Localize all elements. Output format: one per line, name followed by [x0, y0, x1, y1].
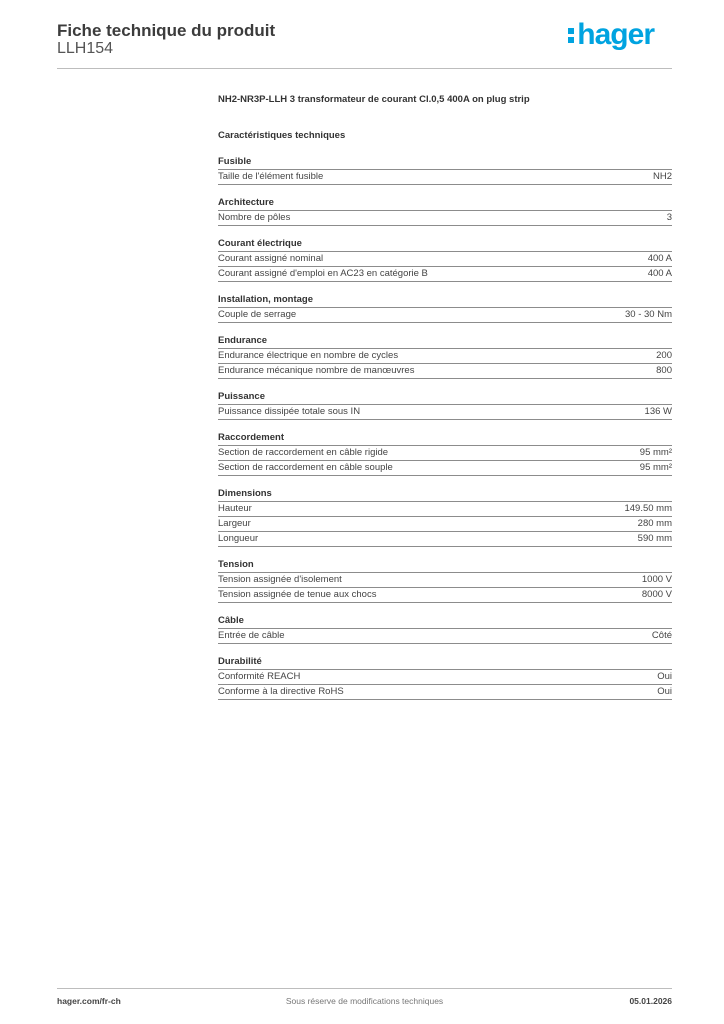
spec-label: Conformité REACH [218, 671, 301, 682]
spec-label: Section de raccordement en câble souple [218, 462, 393, 473]
spec-row [218, 502, 672, 517]
spec-section [218, 615, 672, 644]
spec-value: 8000 V [641, 589, 672, 600]
spec-label: Nombre de pôles [218, 212, 291, 223]
section-title: Endurance [218, 335, 672, 349]
section-title: Fusible [218, 156, 672, 170]
spec-row [218, 532, 672, 547]
document-title: Fiche technique du produit [57, 21, 276, 40]
spec-content [218, 94, 672, 700]
footer-website: hager.com/fr-ch [57, 996, 121, 1006]
spec-row [218, 461, 672, 476]
product-code: LLH154 [57, 40, 114, 57]
spec-value: 30 - 30 Nm [625, 309, 672, 320]
section-title: Raccordement [218, 432, 672, 446]
spec-section [218, 656, 672, 700]
spec-value: Oui [657, 686, 672, 697]
spec-section [218, 156, 672, 185]
section-title: Architecture [218, 197, 672, 211]
section-title: Puissance [218, 391, 672, 405]
spec-value: 400 A [647, 268, 672, 279]
spec-row [218, 446, 672, 461]
page-header [57, 20, 672, 70]
section-title: Câble [218, 615, 672, 629]
section-title: Courant électrique [218, 238, 672, 252]
spec-row [218, 405, 672, 420]
spec-row [218, 211, 672, 226]
spec-row [218, 685, 672, 700]
spec-section [218, 391, 672, 420]
spec-value: 3 [666, 212, 672, 223]
spec-label: Endurance mécanique nombre de manœuvres [218, 365, 415, 376]
spec-row [218, 517, 672, 532]
footer-notice: Sous réserve de modifications techniques [285, 996, 444, 1006]
logo-dots-icon [568, 25, 574, 45]
spec-label: Courant assigné nominal [218, 253, 324, 264]
spec-value: Côté [651, 630, 672, 641]
spec-value: 200 [656, 350, 672, 361]
spec-label: Tension assignée d'isolement [218, 574, 342, 585]
spec-value: NH2 [652, 171, 672, 182]
spec-row [218, 364, 672, 379]
spec-row [218, 252, 672, 267]
spec-value: 95 mm² [639, 447, 672, 458]
spec-label: Taille de l'élément fusible [218, 171, 324, 182]
hager-logo [568, 20, 654, 50]
spec-value: 149.50 mm [624, 503, 672, 514]
spec-section [218, 335, 672, 379]
spec-row [218, 588, 672, 603]
spec-label: Entrée de câble [218, 630, 285, 641]
spec-section [218, 488, 672, 547]
spec-label: Endurance électrique en nombre de cycles [218, 350, 399, 361]
spec-row [218, 267, 672, 282]
spec-section [218, 294, 672, 323]
spec-row [218, 308, 672, 323]
spec-section [218, 432, 672, 476]
spec-value: 800 [656, 365, 672, 376]
spec-section [218, 238, 672, 282]
spec-value: 95 mm² [639, 462, 672, 473]
section-title: Durabilité [218, 656, 672, 670]
spec-value: Oui [657, 671, 672, 682]
spec-label: Courant assigné d'emploi en AC23 en catégorie B [218, 268, 428, 279]
spec-value: 1000 V [641, 574, 672, 585]
spec-row [218, 670, 672, 685]
spec-value: 590 mm [637, 533, 672, 544]
page-footer [57, 996, 672, 1010]
spec-row [218, 629, 672, 644]
spec-label: Couple de serrage [218, 309, 297, 320]
spec-label: Hauteur [218, 503, 252, 514]
spec-value: 400 A [647, 253, 672, 264]
footer-divider [57, 988, 672, 989]
spec-sections [218, 156, 672, 700]
spec-row [218, 349, 672, 364]
spec-label: Section de raccordement en câble rigide [218, 447, 389, 458]
spec-row [218, 170, 672, 185]
spec-section [218, 559, 672, 603]
spec-value: 280 mm [637, 518, 672, 529]
footer-date: 05.01.2026 [629, 996, 672, 1006]
spec-label: Longueur [218, 533, 259, 544]
spec-value: 136 W [644, 406, 672, 417]
product-description: NH2-NR3P-LLH 3 transformateur de courant Cl.0,5 400A on plug strip [218, 94, 530, 105]
header-divider [57, 68, 672, 69]
spec-heading: Caractéristiques techniques [218, 130, 346, 141]
section-title: Installation, montage [218, 294, 672, 308]
spec-section [218, 197, 672, 226]
logo-text: hager [577, 18, 654, 51]
section-title: Dimensions [218, 488, 672, 502]
spec-label: Puissance dissipée totale sous IN [218, 406, 361, 417]
section-title: Tension [218, 559, 672, 573]
spec-label: Conforme à la directive RoHS [218, 686, 344, 697]
spec-row [218, 573, 672, 588]
spec-label: Tension assignée de tenue aux chocs [218, 589, 377, 600]
spec-label: Largeur [218, 518, 251, 529]
